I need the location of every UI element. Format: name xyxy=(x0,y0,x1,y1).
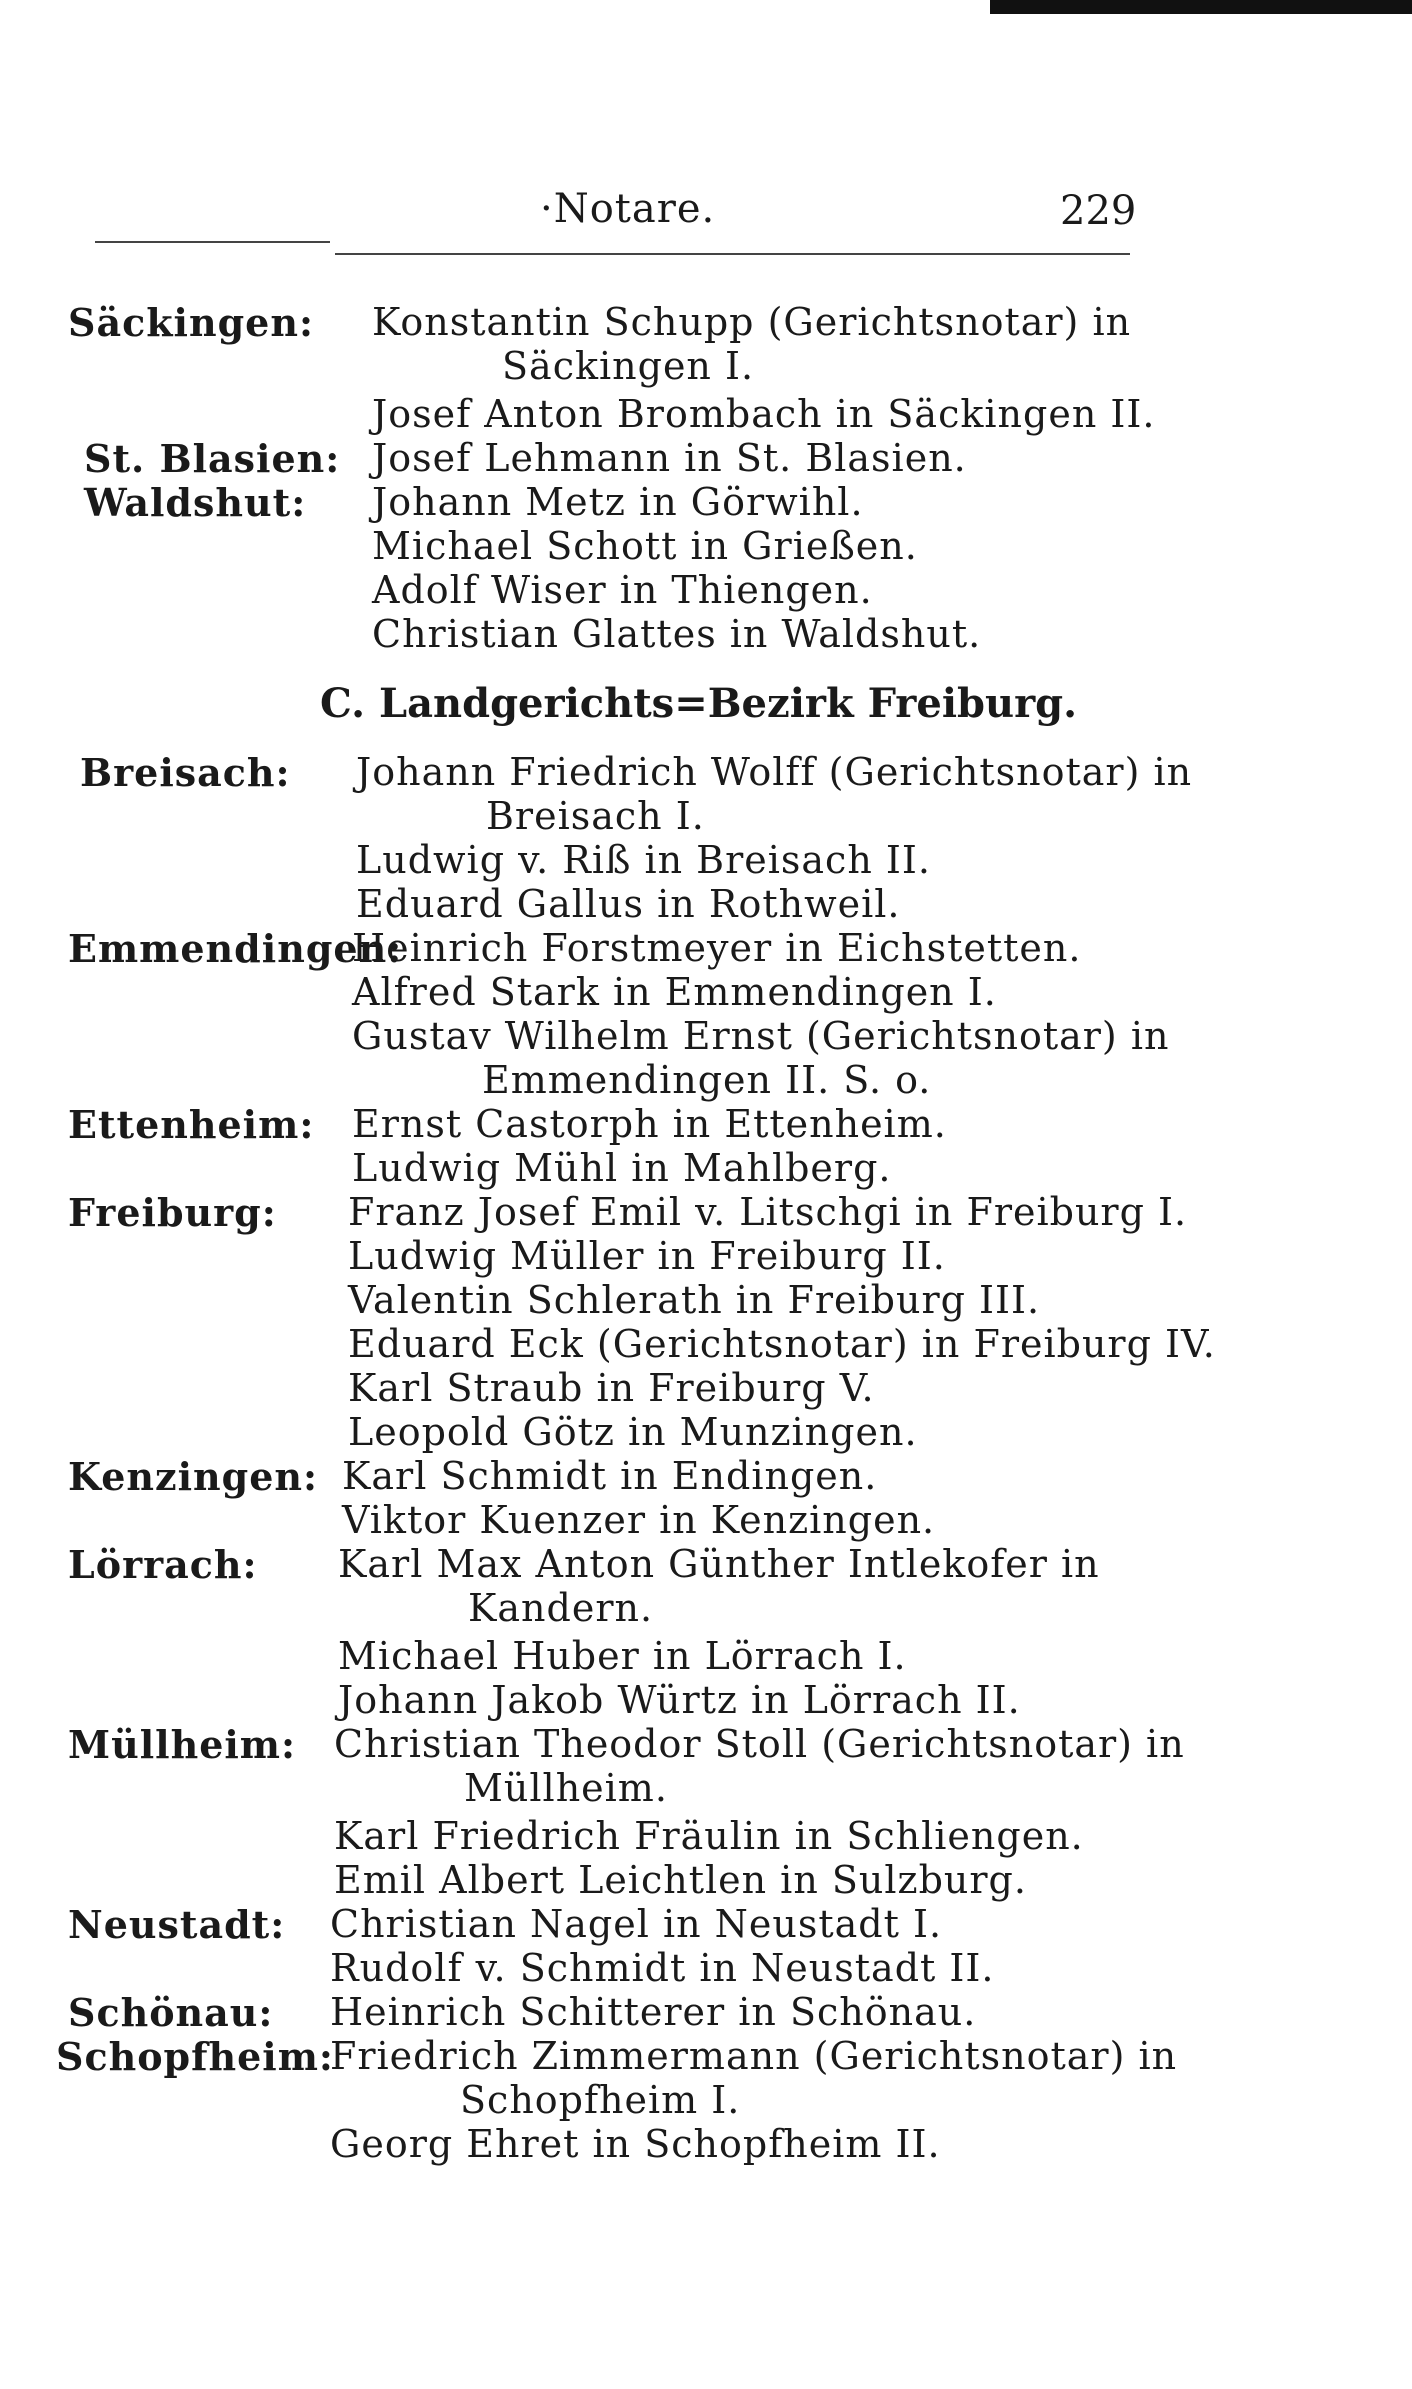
list-item: Johann Jakob Würtz in Lörrach II. xyxy=(338,1678,1021,1722)
list-item: Adolf Wiser in Thiengen. xyxy=(372,568,873,612)
header-rule-left xyxy=(95,241,330,243)
list-item: Christian Glattes in Waldshut. xyxy=(372,612,982,656)
list-item: Valentin Schlerath in Freiburg III. xyxy=(348,1278,1041,1322)
district-label: Lörrach: xyxy=(68,1542,258,1587)
district-label: Säckingen: xyxy=(68,300,314,345)
list-item: Josef Anton Brombach in Säckingen II. xyxy=(372,392,1156,436)
list-item: Ludwig v. Riß in Breisach II. xyxy=(356,838,931,882)
list-item: Ludwig Mühl in Mahlberg. xyxy=(352,1146,892,1190)
list-item: Karl Max Anton Günther Intlekofer in xyxy=(338,1542,1100,1586)
list-item: Johann Metz in Görwihl. xyxy=(372,480,864,524)
list-item: Friedrich Zimmermann (Gerichtsnotar) in xyxy=(330,2034,1178,2078)
list-item: Karl Schmidt in Endingen. xyxy=(342,1454,878,1498)
list-item: Franz Josef Emil v. Litschgi in Freiburg I. xyxy=(348,1190,1188,1234)
list-item-continuation: Säckingen I. xyxy=(502,344,755,388)
list-item: Eduard Gallus in Rothweil. xyxy=(356,882,901,926)
list-item: Michael Schott in Grießen. xyxy=(372,524,918,568)
list-item-continuation: Kandern. xyxy=(468,1586,654,1630)
list-item-continuation: Breisach I. xyxy=(486,794,705,838)
district-label: Freiburg: xyxy=(68,1190,277,1235)
page-header xyxy=(0,186,1412,256)
list-item: Karl Straub in Freiburg V. xyxy=(348,1366,875,1410)
list-item: Ludwig Müller in Freiburg II. xyxy=(348,1234,946,1278)
district-label: Breisach: xyxy=(80,750,291,795)
list-item: Eduard Eck (Gerichtsnotar) in Freiburg IV. xyxy=(348,1322,1216,1366)
list-item: Alfred Stark in Emmendingen I. xyxy=(352,970,997,1014)
list-item: Rudolf v. Schmidt in Neustadt II. xyxy=(330,1946,995,1990)
list-item-continuation: Emmendingen II. S. o. xyxy=(482,1058,932,1102)
top-edge-rule xyxy=(990,0,1412,14)
list-item: Gustav Wilhelm Ernst (Gerichtsnotar) in xyxy=(352,1014,1170,1058)
district-label: Schopfheim: xyxy=(56,2034,334,2079)
list-item: Ernst Castorph in Ettenheim. xyxy=(352,1102,947,1146)
header-rule-right xyxy=(335,253,1130,255)
list-item-continuation: Müllheim. xyxy=(464,1766,668,1810)
list-item: Christian Nagel in Neustadt I. xyxy=(330,1902,943,1946)
district-label: Ettenheim: xyxy=(68,1102,315,1147)
list-item: Konstantin Schupp (Gerichtsnotar) in xyxy=(372,300,1132,344)
list-item: Leopold Götz in Munzingen. xyxy=(348,1410,918,1454)
list-item: Georg Ehret in Schopfheim II. xyxy=(330,2122,941,2166)
district-label: Emmendingen: xyxy=(68,926,403,971)
list-item: Emil Albert Leichtlen in Sulzburg. xyxy=(334,1858,1027,1902)
list-item: Johann Friedrich Wolff (Gerichtsnotar) in xyxy=(356,750,1193,794)
district-label: Müllheim: xyxy=(68,1722,297,1767)
district-label: Waldshut: xyxy=(84,480,307,525)
page-number: 229 xyxy=(1060,188,1137,234)
district-label: Kenzingen: xyxy=(68,1454,319,1499)
district-label: St. Blasien: xyxy=(84,436,341,481)
list-item: Josef Lehmann in St. Blasien. xyxy=(372,436,967,480)
list-item: Viktor Kuenzer in Kenzingen. xyxy=(342,1498,936,1542)
list-item-continuation: Schopfheim I. xyxy=(460,2078,741,2122)
section-title: C. Landgerichts=Bezirk Freiburg. xyxy=(320,680,1078,727)
list-item: Heinrich Forstmeyer in Eichstetten. xyxy=(352,926,1082,970)
list-item: Christian Theodor Stoll (Gerichtsnotar) in xyxy=(334,1722,1185,1766)
district-label: Neustadt: xyxy=(68,1902,286,1947)
list-item: Karl Friedrich Fräulin in Schliengen. xyxy=(334,1814,1084,1858)
list-item: Heinrich Schitterer in Schönau. xyxy=(330,1990,977,2034)
district-label: Schönau: xyxy=(68,1990,274,2035)
running-title: ·Notare. xyxy=(540,186,716,232)
list-item: Michael Huber in Lörrach I. xyxy=(338,1634,907,1678)
